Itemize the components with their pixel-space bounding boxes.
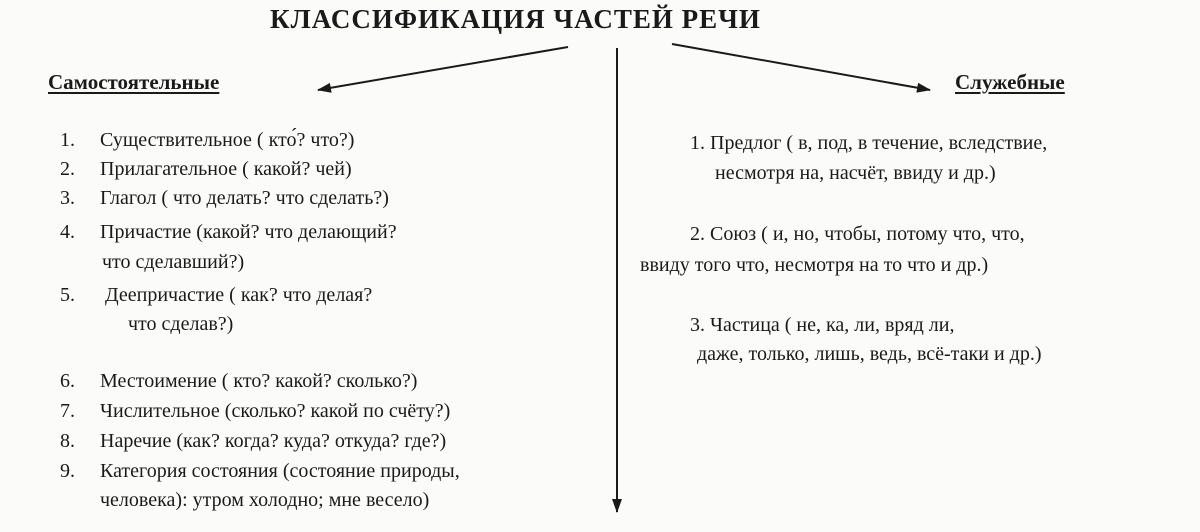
left-item-4: 4. Причастие (какой? что делающий? [60,221,397,243]
left-item-3: 3. Глагол ( что делать? что сделать?) [60,187,389,209]
right-item-2-cont: ввиду того что, несмотря на то что и др.) [640,254,989,276]
left-item-1: 1. Существительное ( кто́? что?) [60,129,355,151]
left-item-5: 5. Деепричастие ( как? что делая? [60,284,373,306]
left-item-9-cont: человека): утром холодно; мне весело) [100,489,430,511]
left-item-9: 9. Категория состояния (состояние природы, [60,460,460,482]
arrow-to-sluzhebnye [672,44,930,90]
arrow-to-samostoyatelnye [318,47,568,90]
left-item-2: 2. Прилагательное ( какой? чей) [60,158,352,180]
left-item-6: 6. Местоимение ( кто? какой? сколько?) [60,370,418,392]
heading-samostoyatelnye: Самостоятельные [48,70,220,94]
right-item-3-cont: даже, только, лишь, ведь, всё-таки и др.) [697,343,1042,365]
right-item-1-cont: несмотря на, насчёт, ввиду и др.) [715,162,996,184]
heading-sluzhebnye: Служебные [955,70,1065,94]
right-item-1: 1. Предлог ( в, под, в течение, вследствие, [690,132,1048,154]
right-item-2: 2. Союз ( и, но, чтобы, потому что, что, [690,223,1025,245]
left-item-8: 8. Наречие (как? когда? куда? откуда? где?) [60,430,447,452]
left-item-4-cont: что сделавший?) [102,251,245,273]
diagram-title: КЛАССИФИКАЦИЯ ЧАСТЕЙ РЕЧИ [270,4,761,34]
right-item-3: 3. Частица ( не, ка, ли, вряд ли, [690,314,955,336]
left-item-7: 7. Числительное (сколько? какой по счёту?) [60,400,451,422]
left-item-5-cont: что сделав?) [128,313,234,335]
